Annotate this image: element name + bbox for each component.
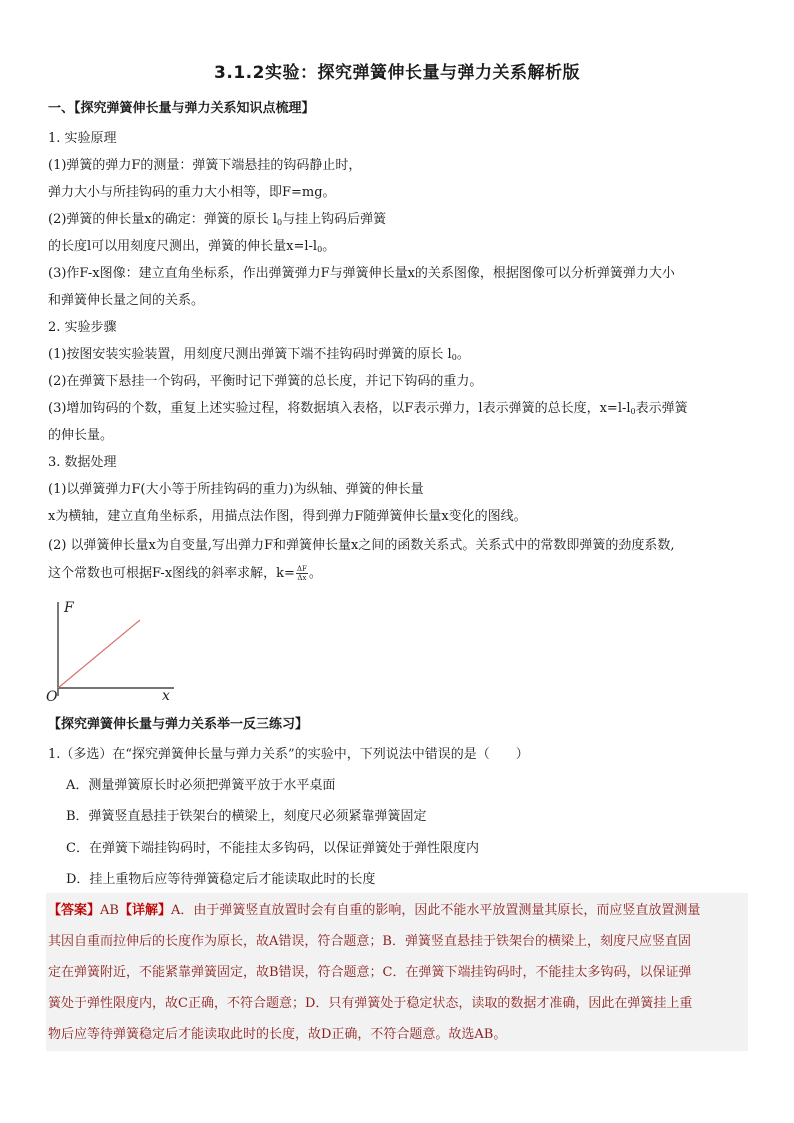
principle-line-2b	[48, 239, 335, 258]
origin-label: O	[46, 689, 58, 702]
data-line-2a: (2) 以弹簧伸长量x为自变量,写出弹力F和弹簧伸长量x之间的函数关系式。关系式中的常数即弹簧的劲度系数,	[48, 538, 675, 553]
text-run: (1)按图安装实验装置，用刻度尺测出弹簧下端不挂钩码时弹簧的原长 l	[48, 347, 452, 362]
answer-value: AB	[100, 903, 119, 918]
principle-title: 1. 实验原理	[48, 131, 117, 146]
exercise-heading: 【探究弹簧伸长量与弹力关系举一反三练习】	[48, 717, 309, 732]
steps-title: 2. 实验步骤	[48, 320, 117, 335]
text-run: (2)弹簧的伸长量x的确定：弹簧的原长 l	[48, 212, 278, 227]
text-run: 的长度l可以用刻度尺测出，弹簧的伸长量x=l-l	[48, 239, 318, 254]
answer-line-1	[48, 903, 700, 919]
fraction-denominator: Δx	[297, 574, 307, 582]
text-run: 。	[456, 347, 470, 362]
f-x-graph	[40, 598, 180, 702]
detail-text: A．由于弹簧竖直放置时会有自重的影响，因此不能水平放置测量其原长，而应竖直放置测量	[170, 903, 701, 918]
question-1: 1.（多选）在“探究弹簧伸长量与弹力关系”的实验中，下列说法中错误的是（ ）	[48, 747, 529, 762]
text-run: 这个常数也可根据F-x图线的斜率求解，k=	[48, 566, 295, 581]
y-axis-label: F	[64, 600, 74, 616]
text-run: 。	[308, 566, 322, 581]
answer-line-5: 物后应等待弹簧稳定后才能读取此时的长度，故D正确，不符合题意。故选AB。	[48, 1027, 507, 1042]
subscript: 0	[451, 353, 457, 362]
principle-line-3a: (3)作F-x图像：建立直角坐标系，作出弹簧弹力F与弹簧伸长量x的关系图像，根据图像可以分析弹簧弹力大小	[48, 266, 675, 281]
f-x-line	[58, 620, 140, 688]
step-3a	[48, 401, 688, 420]
text-run: 与挂上钩码后弹簧	[282, 212, 387, 227]
data-title: 3. 数据处理	[48, 455, 117, 470]
data-line-1a: (1)以弹簧弹力F(大小等于所挂钩码的重力)为纵轴、弹簧的伸长量	[48, 482, 424, 497]
step-1	[48, 347, 470, 366]
text-run: (3)增加钩码的个数，重复上述实验过程，将数据填入表格，以F表示弹力，l表示弹簧的总长度，x=l-l	[48, 401, 631, 416]
option-c: C．在弹簧下端挂钩码时，不能挂太多钩码，以保证弹簧处于弹性限度内	[66, 841, 479, 856]
detail-tag: 【详解】	[118, 903, 171, 918]
page-title: 3.1.2实验：探究弹簧伸长量与弹力关系解析版	[214, 63, 580, 83]
fraction-numerator: ΔF	[296, 565, 307, 573]
text-run: 表示弹簧	[635, 401, 688, 416]
option-a: A．测量弹簧原长时必须把弹簧平放于水平桌面	[66, 778, 336, 793]
subscript: 0	[277, 218, 283, 227]
text-run: 。	[322, 239, 336, 254]
step-2: (2)在弹簧下悬挂一个钩码，平衡时记下弹簧的总长度，并记下钩码的重力。	[48, 374, 483, 389]
answer-line-4: 簧处于弹性限度内，故C正确，不符合题意；D．只有弹簧处于稳定状态，读取的数据才准确，因此在弹簧挂上重	[48, 996, 693, 1011]
principle-line-3b: 和弹簧伸长量之间的关系。	[48, 293, 205, 308]
fraction	[296, 565, 308, 582]
principle-line-2a	[48, 212, 386, 231]
option-d: D．挂上重物后应等待弹簧稳定后才能读取此时的长度	[66, 872, 376, 887]
option-b: B．弹簧竖直悬挂于铁架台的横梁上，刻度尺必须紧靠弹簧固定	[66, 809, 427, 824]
section-heading: 一、【探究弹簧伸长量与弹力关系知识点梳理】	[48, 101, 315, 116]
answer-line-2: 其因自重而拉伸后的长度作为原长，故A错误，符合题意；B．弹簧竖直悬挂于铁架台的横梁上，刻度尺应竖直固	[48, 934, 691, 949]
x-axis-label: x	[162, 688, 170, 702]
subscript: 0	[630, 407, 636, 416]
step-3b: 的伸长量。	[48, 428, 114, 443]
answer-line-3: 定在弹簧附近，不能紧靠弹簧固定，故B错误，符合题意；C．在弹簧下端挂钩码时，不能挂太多钩码，以保证弹	[48, 965, 692, 980]
subscript: 0	[317, 245, 323, 254]
principle-line-1a: (1)弹簧的弹力F的测量：弹簧下端悬挂的钩码静止时，	[48, 158, 362, 173]
data-line-1b: x为横轴，建立直角坐标系，用描点法作图，得到弹力F随弹簧伸长量x变化的图线。	[48, 509, 527, 524]
data-line-2b	[48, 565, 322, 582]
answer-tag: 【答案】	[48, 903, 101, 918]
principle-line-1b: 弹力大小与所挂钩码的重力大小相等，即F=mg。	[48, 185, 336, 200]
